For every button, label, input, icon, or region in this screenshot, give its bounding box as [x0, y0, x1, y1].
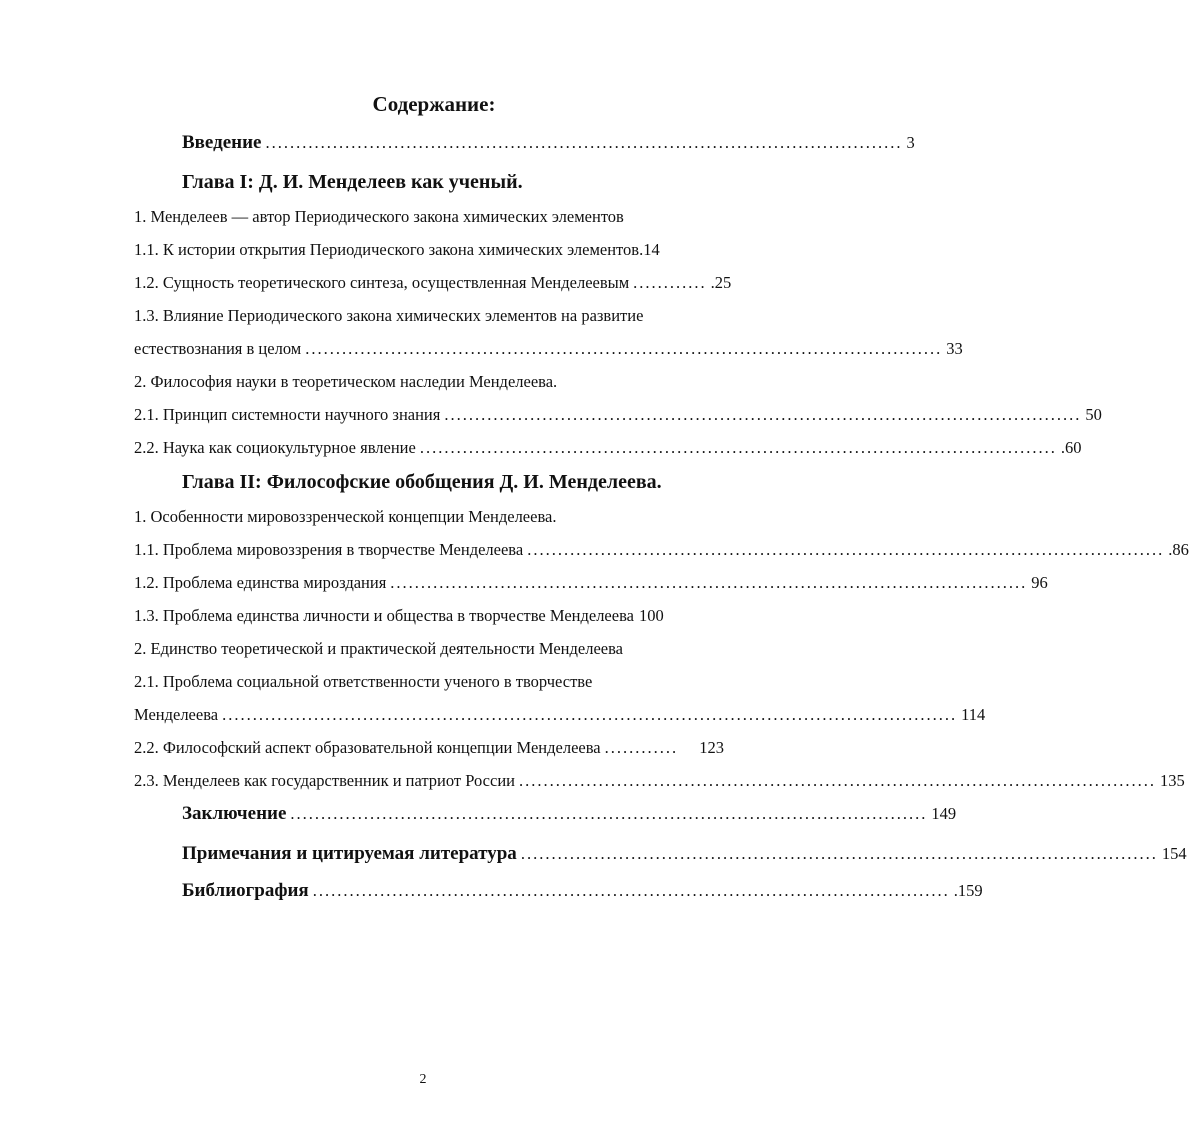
toc-entry-label: Заключение	[182, 803, 287, 824]
dot-leader: ........................................................................................................	[444, 405, 1082, 424]
toc-entry-label: 2.2. Философский аспект образовательной концепции Менделеева	[134, 738, 601, 757]
toc-entry-ii-1-1	[134, 539, 1189, 561]
dot-leader: ........................................................................................................	[265, 133, 903, 152]
toc-entry-page: 135	[1160, 771, 1185, 790]
toc-entry-page: 50	[1085, 405, 1102, 424]
dot-leader: ........................................................................................................	[527, 540, 1165, 559]
toc-entry-2-1	[134, 404, 1102, 426]
toc-entry-page: .25	[710, 273, 732, 292]
toc-entry-label: 2.2. Наука как социокультурное явление	[134, 438, 416, 457]
toc-entry-1-3-first-line: 1.3. Влияние Периодического закона химических элементов на развитие	[134, 306, 644, 325]
chapter-2-section-2: 2. Единство теоретической и практической деятельности Менделеева	[134, 639, 623, 658]
dot-leader: ........................................................................................................	[312, 881, 950, 900]
toc-title: Содержание:	[372, 92, 496, 116]
toc-entry-label: Примечания и цитируемая литература	[182, 843, 517, 864]
toc-entry-ii-2-2	[134, 737, 724, 759]
toc-entry-label: Введение	[182, 132, 262, 153]
toc-entry-ii-1-3	[134, 605, 728, 627]
toc-entry-1-2	[134, 272, 732, 294]
toc-entry-1-1	[134, 239, 728, 261]
toc-entry-page: 100	[638, 606, 664, 625]
dot-leader: ........................................................................................................	[519, 771, 1156, 790]
toc-entry-ii-2-3	[134, 770, 1185, 792]
dot-leader: ........................................................................................................................	[222, 705, 958, 724]
toc-entry-label: Менделеева	[134, 705, 219, 724]
dot-leader: ............	[604, 738, 679, 757]
dot-leader: ........................................................................................................	[419, 438, 1057, 457]
toc-entry-label: 1.2. Сущность теоретического синтеза, осуществленная Менделеевым	[134, 273, 630, 292]
toc-entry-1-3	[134, 338, 963, 360]
toc-entry-conclusion	[182, 803, 957, 825]
toc-entry-label: 1.1. Проблема мировоззрения в творчестве Менделеева	[134, 540, 524, 559]
chapter-2-section-1: 1. Особенности мировоззренческой концепции Менделеева.	[134, 507, 557, 526]
toc-entry-label: 1.3. Проблема единства личности и общества в творчестве Менделеева	[134, 606, 634, 625]
toc-entry-intro	[182, 132, 915, 154]
toc-entry-ii-2-1	[134, 704, 986, 726]
toc-entry-notes	[182, 843, 1187, 865]
dot-leader: ........................................................................................................	[290, 804, 928, 823]
page-number: 2	[419, 1072, 427, 1087]
toc-entry-label: Библиография	[182, 880, 309, 901]
chapter-1-section-1: 1. Менделеев — автор Периодического закона химических элементов	[134, 207, 624, 226]
toc-entry-label: 1.2. Проблема единства мироздания	[134, 573, 387, 592]
toc-entry-page: 114	[961, 705, 986, 724]
toc-entry-page: 33	[946, 339, 963, 358]
toc-entry-page: .86	[1168, 540, 1189, 559]
dot-leader: ........................................................................................................	[390, 573, 1028, 592]
toc-entry-ii-1-2	[134, 572, 1048, 594]
toc-entry-2-2	[134, 437, 1082, 459]
toc-entry-ii-2-1-first-line: 2.1. Проблема социальной ответственности ученого в творчестве	[134, 672, 593, 691]
toc-entry-page: 14	[643, 240, 660, 259]
dot-leader: ............	[633, 273, 707, 292]
chapter-1-heading: Глава I: Д. И. Менделеев как ученый.	[182, 171, 523, 193]
toc-entry-label: 1.1. К истории открытия Периодического закона химических элементов.	[134, 240, 644, 259]
toc-entry-bibliography	[182, 880, 983, 902]
dot-leader: ........................................................................................................	[520, 844, 1158, 863]
chapter-1-section-2: 2. Философия науки в теоретическом наследии Менделеева.	[134, 372, 558, 391]
toc-entry-label: 2.3. Менделеев как государственник и патриот России	[134, 771, 515, 790]
toc-entry-label: 2.1. Принцип системности научного знания	[134, 405, 441, 424]
toc-entry-page: 149	[931, 804, 957, 823]
toc-entry-page: 154	[1161, 844, 1187, 863]
toc-entry-page: 96	[1031, 573, 1048, 592]
toc-entry-page: .60	[1060, 438, 1082, 457]
dot-leader: ........................................................................................................	[305, 339, 943, 358]
toc-entry-page: 123	[699, 738, 724, 757]
toc-entry-page: 3	[906, 133, 915, 152]
toc-entry-label: естествознания в целом	[134, 339, 302, 358]
toc-entry-page: .159	[953, 881, 983, 900]
chapter-2-heading: Глава II: Философские обобщения Д. И. Менделеева.	[182, 471, 662, 493]
